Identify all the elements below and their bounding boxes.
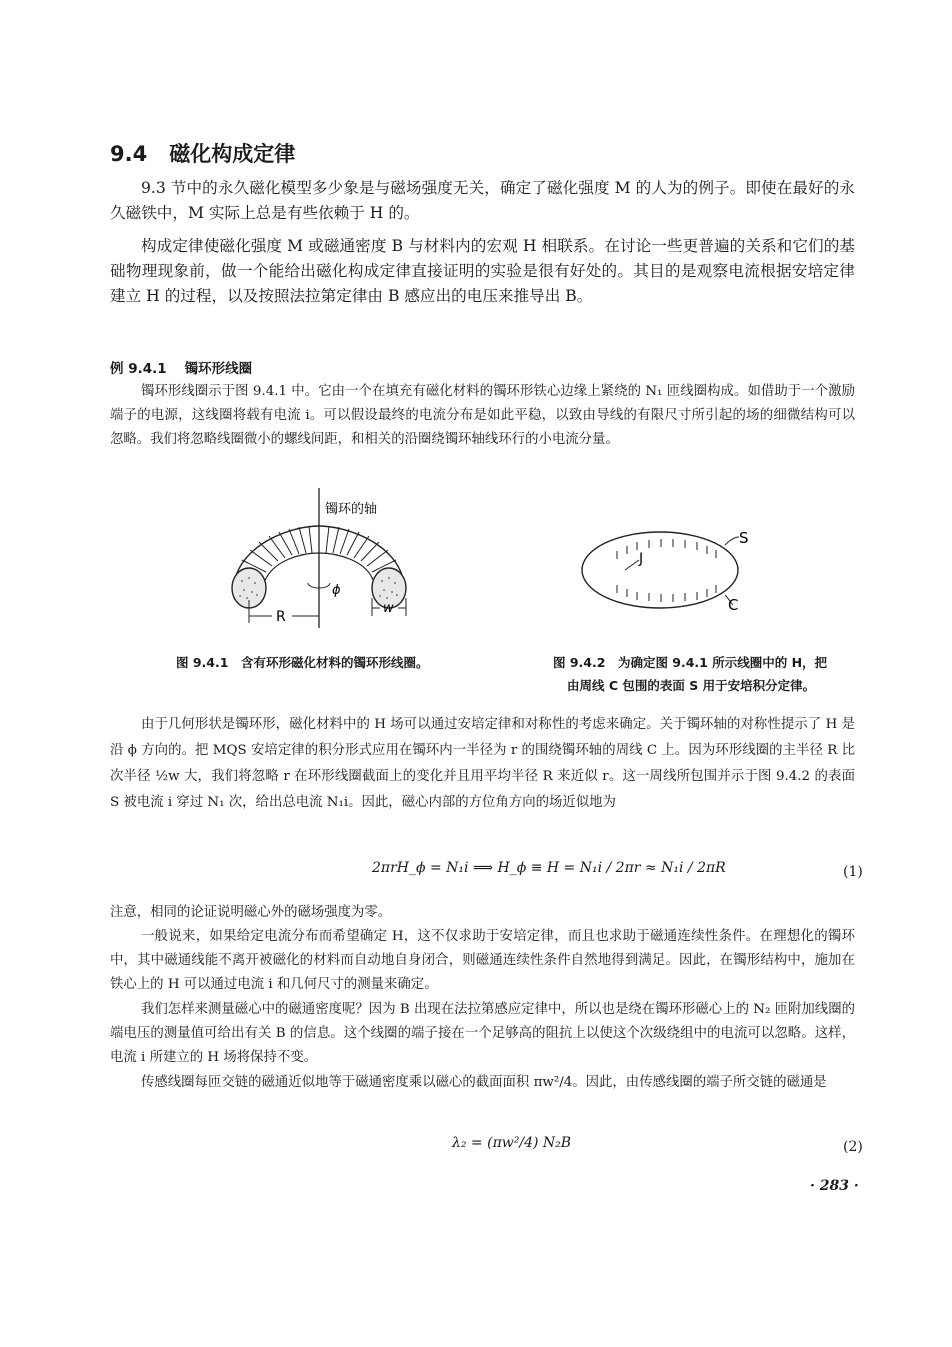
example-number: 例 9.4.1 (110, 361, 167, 377)
body-paragraph-2: 注意，相同的论证说明磁心外的磁场强度为零。 (110, 905, 392, 920)
section-title-text: 磁化构成定律 (169, 142, 296, 166)
equation-1-number: (1) (843, 864, 863, 880)
page-number: · 283 · (810, 1178, 859, 1194)
phi-label: ϕ (332, 583, 341, 598)
equation-1: 2πrH_ϕ = N₁i ⟹ H_ϕ ≡ H = N₁i / 2πr ≈ N₁i / 2πR (372, 860, 726, 876)
toroid-axis-label: 镯环的轴 (325, 502, 378, 517)
contour-c-label: C (728, 596, 739, 614)
minor-diameter-label: w (383, 601, 394, 616)
equation-2: λ₂ = (πw²/4) N₂B (452, 1135, 572, 1151)
figure-9-4-1-caption: 图 9.4.1 含有环形磁化材料的镯环形线圈。 (176, 655, 429, 670)
body-paragraph-3: 一般说来，如果给定电流分布而希望确定 H，这不仅求助于安培定律，而且也求助于磁通连续性条件。在理想化的镯环中，其中磁通线能不离开被磁化的材料而自动地自身闭合，则磁通连续性条件自然地得到满足。因此，在镯形结构中，施加在铁心上的 H 可以通过电流 i 和几何尺寸的测量来确定。 (110, 929, 855, 992)
current-density-arrows (617, 539, 716, 602)
figure-9-4-2-caption-line-2: 由周线 C 包围的表面 S 用于安培积分定律。 (567, 678, 816, 693)
intro-paragraph-1: 9.3 节中的永久磁化模型多少象是与磁场强度无关，确定了磁化强度 M 的人为的例子。即使在最好的永久磁铁中，M 实际上总是有些依赖于 H 的。 (110, 179, 855, 222)
j-leader (625, 560, 639, 570)
body-paragraph-4: 我们怎样来测量磁心中的磁通密度呢？因为 B 出现在法拉第感应定律中，所以也是绕在镯环形磁心上的 N₂ 匝附加线圈的端电压的测量值可给出有关 B 的信息。这个线圈的端子接在一个足够高的阻抗上以使这个次级绕组中的电流可以忽略。这样，电流 i 所建立的 H 场将保持不变。 (110, 1002, 855, 1065)
contour-c (582, 532, 738, 608)
section-number: 9.4 (110, 142, 148, 166)
section-title (110, 138, 295, 168)
example-paragraph: 镯环形线圈示于图 9.4.1 中。它由一个在填充有磁化材料的镯环形铁心边缘上紧绕的 N₁ 匝线圈构成。如借助于一个激励端子的电源，这线圈将载有电流 i。可以假设最终的电流分布是如此平稳，以致由导线的有限尺寸所引起的场的细微结构可以忽略。我们将忽略线圈微小的螺线间距，和相关的沿圈绕镯环轴线环行的小电流分量。 (110, 384, 855, 447)
surface-s-label: S (739, 529, 749, 547)
major-radius-label: R (276, 609, 286, 625)
surface-contour-figure (575, 515, 765, 625)
body-paragraph-1: 由于几何形状是镯环形，磁化材料中的 H 场可以通过安培定律和对称性的考虑来确定。关于镯环轴的对称性提示了 H 是沿 ϕ 方向的。把 MQS 安培定律的积分形式应用在镯环内一半径为 r 的围绕镯环轴的周线 C 上。因为环形线圈的主半径 R 比次半径 ½w 大，我们将忽略 r 在环形线圈截面上的变化并且用平均半径 R 来近似 r。这一周线所包围并示于图 9.4.2 的表面 S 被电流 i 穿过 N₁ 次，给出总电流 N₁i。因此，磁心内部的方位角方向的场近似地为 (110, 717, 855, 810)
current-density-label: J (639, 551, 644, 567)
figure-9-4-2-caption-line-1: 图 9.4.2 为确定图 9.4.1 所示线圈中的 H，把 (553, 655, 828, 670)
intro-paragraph-2: 构成定律使磁化强度 M 或磁通密度 B 与材料内的宏观 H 相联系。在讨论一些更普遍的关系和它们的基础物理现象前，做一个能给出磁化构成定律直接证明的实验是很有好处的。其目的是观察电流根据安培定律建立 H 的过程，以及按照法拉第定律由 B 感应出的电压来推导出 B。 (110, 237, 855, 305)
body-paragraph-5: 传感线圈每匝交链的磁通近似地等于磁通密度乘以磁心的截面面积 πw²/4。因此，由传感线圈的端子所交链的磁通是 (141, 1075, 827, 1090)
example-title (110, 357, 252, 377)
toroid-coil-figure (222, 488, 442, 638)
example-title-text: 镯环形线圈 (184, 361, 253, 377)
equation-2-number: (2) (843, 1139, 863, 1155)
